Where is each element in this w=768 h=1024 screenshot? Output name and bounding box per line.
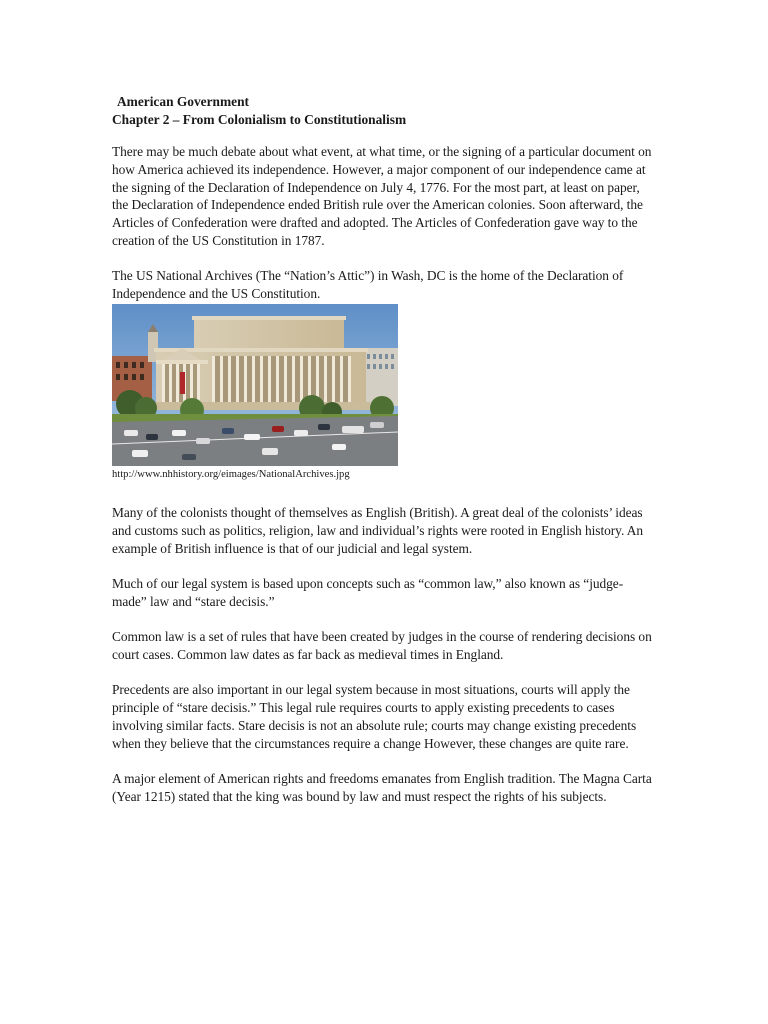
image-caption: http://www.nhhistory.org/eimages/NationalArchives.jpg xyxy=(112,468,350,480)
national-archives-photo xyxy=(112,304,398,466)
spacer xyxy=(112,128,657,143)
paragraph-legal-concepts: Much of our legal system is based upon concepts such as “common law,” also known as “judge-made” law and “stare decisis.” xyxy=(112,575,624,609)
document-page xyxy=(112,93,657,823)
paragraph-english-influence: Many of the colonists thought of themselves as English (British). A great deal of the colonists’ ideas and customs such as politics, religion, law and individual’s rights were rooted in English history. An example of British influence is that of our judicial and legal system. xyxy=(112,504,644,556)
paragraph-independence: There may be much debate about what event, at what time, or the signing of a particular document on how America achieved its independence. However, a major component of our independence came at the signing of the Declaration of Independence on July 4, 1776. For the most part, at least on paper, the Declaration of Independence ended British rule over the American colonies. Soon afterward, the Articles of Confederation were drafted and adopted. The Articles of Confederation gave way to the creation of the US Constitution in 1787. xyxy=(112,144,652,248)
course-title: American Government xyxy=(117,94,250,109)
chapter-title: Chapter 2 – From Colonialism to Constitutionalism xyxy=(112,111,407,127)
paragraph-national-archives: The US National Archives (The “Nation’s Attic”) in Wash, DC is the home of the Declaration of Independence and the US Constitution. xyxy=(112,268,624,302)
paragraph-magna-carta: A major element of American rights and freedoms emanates from English tradition. The Magna Carta (Year 1215) stated that the king was bound by law and must respect the rights of his subjects. xyxy=(112,771,652,804)
paragraph-common-law: Common law is a set of rules that have been created by judges in the course of rendering decisions on court cases. Common law dates as far back as medieval times in England. xyxy=(112,629,652,662)
paragraph-stare-decisis: Precedents are also important in our legal system because in most situations, courts will apply the principle of “stare decisis.” This legal rule requires courts to apply existing precedents to cases involving similar facts. Stare decisis is not an absolute rule; courts may change existing precedents when they believe that the circumstances require a change However, these changes are quite rare. xyxy=(112,682,637,751)
